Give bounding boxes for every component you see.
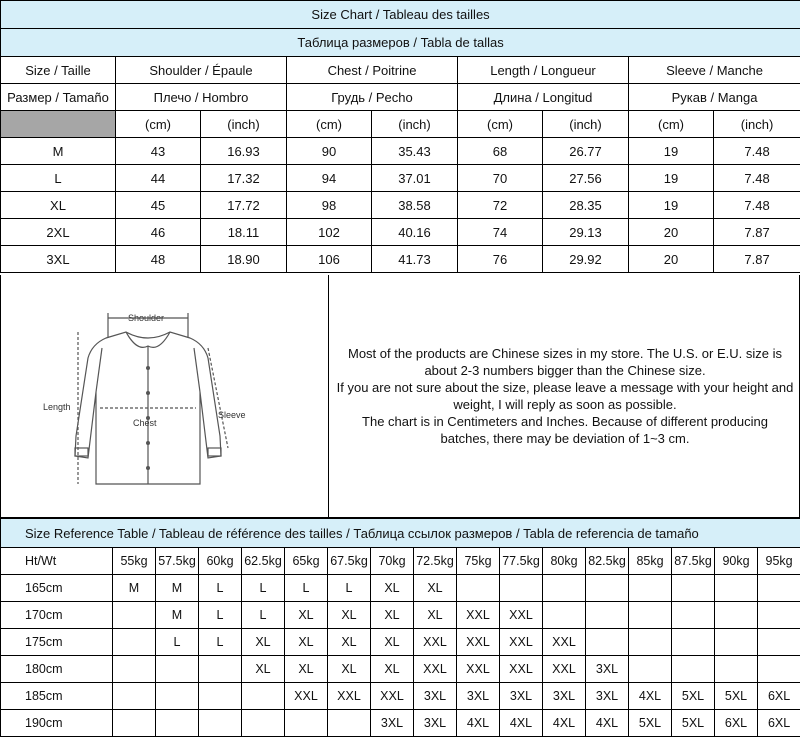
size-cell — [672, 575, 715, 602]
measure-cell: 98 — [287, 192, 372, 219]
measure-cell: 29.13 — [543, 219, 629, 246]
measure-cell: 37.01 — [372, 165, 458, 192]
measure-cell: 43 — [116, 138, 201, 165]
header-cell: Sleeve / Manche — [629, 57, 800, 84]
size-chart-subtitle: Таблица размеров / Tabla de tallas — [1, 29, 800, 57]
units-row — [1, 111, 800, 138]
measure-cell: 19 — [629, 192, 714, 219]
header-cell: Size / Taille — [1, 57, 116, 84]
size-cell — [156, 710, 199, 737]
size-cell: M — [113, 575, 156, 602]
measure-cell: 27.56 — [543, 165, 629, 192]
unit-cell: (cm) — [458, 111, 543, 138]
measure-cell: 7.48 — [714, 138, 800, 165]
weight-header: 65kg — [285, 548, 328, 575]
size-cell: 6XL — [758, 683, 800, 710]
size-cell: L — [199, 575, 242, 602]
weight-header: 72.5kg — [414, 548, 457, 575]
size-cell — [156, 656, 199, 683]
unit-cell: (inch) — [714, 111, 800, 138]
measure-cell: 72 — [458, 192, 543, 219]
size-cell — [199, 683, 242, 710]
size-reference-table — [0, 518, 800, 737]
height-cell: 190cm — [1, 710, 113, 737]
size-cell — [500, 575, 543, 602]
collar — [126, 332, 170, 347]
measure-cell: 41.73 — [372, 246, 458, 273]
size-rows — [1, 138, 800, 273]
button — [146, 391, 150, 395]
size-cell — [543, 575, 586, 602]
size-cell — [113, 683, 156, 710]
size-cell: 4XL — [629, 683, 672, 710]
size-cell: XXL — [414, 656, 457, 683]
size-row — [1, 246, 800, 273]
note-line: batches, there may be deviation of 1~3 cm. — [440, 431, 690, 446]
size-cell — [715, 656, 758, 683]
weight-header: 67.5kg — [328, 548, 371, 575]
weight-header: 62.5kg — [242, 548, 285, 575]
reference-header-row — [1, 548, 800, 575]
size-cell: L — [285, 575, 328, 602]
unit-cell: (cm) — [629, 111, 714, 138]
measure-cell: 29.92 — [543, 246, 629, 273]
size-row — [1, 165, 800, 192]
button — [146, 466, 150, 470]
size-cell: 3XL — [371, 710, 414, 737]
reference-row — [1, 575, 800, 602]
size-cell: XXL — [414, 629, 457, 656]
unit-cell: (cm) — [287, 111, 372, 138]
size-cell: 4XL — [457, 710, 500, 737]
sleeve-label: Sleeve — [218, 410, 246, 420]
size-cell — [199, 656, 242, 683]
size-cell: L — [328, 575, 371, 602]
header-cell: Размер / Tamaño — [1, 84, 116, 111]
measure-cell: 40.16 — [372, 219, 458, 246]
measure-cell: 46 — [116, 219, 201, 246]
unit-cell: (inch) — [372, 111, 458, 138]
size-cell: 5XL — [629, 710, 672, 737]
size-cell: 3XL — [414, 710, 457, 737]
reference-row — [1, 656, 800, 683]
reference-row — [1, 683, 800, 710]
size-chart-title: Size Chart / Tableau des tailles — [1, 1, 800, 29]
weight-header: 87.5kg — [672, 548, 715, 575]
measure-cell: 48 — [116, 246, 201, 273]
header-cell: Плечо / Hombro — [116, 84, 287, 111]
size-cell — [715, 575, 758, 602]
size-cell: XXL — [500, 629, 543, 656]
measure-cell: 18.90 — [201, 246, 287, 273]
size-cell — [285, 710, 328, 737]
size-cell — [543, 602, 586, 629]
height-cell: 170cm — [1, 602, 113, 629]
size-cell — [758, 575, 800, 602]
size-cell: XXL — [500, 602, 543, 629]
size-cell: XL — [371, 575, 414, 602]
sleeve-dimension-line — [208, 348, 228, 448]
note-line: about 2-3 numbers bigger than the Chinese size. — [424, 363, 706, 378]
button — [146, 441, 150, 445]
measure-cell: 7.87 — [714, 219, 800, 246]
size-cell — [113, 710, 156, 737]
size-cell: L — [199, 629, 242, 656]
size-cell — [156, 683, 199, 710]
size-row — [1, 219, 800, 246]
size-cell: 3XL — [586, 683, 629, 710]
note-line: The chart is in Centimeters and Inches. Because of different producing — [362, 414, 768, 429]
height-cell: 175cm — [1, 629, 113, 656]
height-cell: 180cm — [1, 656, 113, 683]
size-cell: XL — [285, 602, 328, 629]
size-cell: M — [156, 602, 199, 629]
height-cell: 185cm — [1, 683, 113, 710]
size-cell — [758, 629, 800, 656]
measure-cell: 7.48 — [714, 192, 800, 219]
cuff-right — [208, 448, 221, 456]
size-cell — [586, 602, 629, 629]
size-cell: L — [156, 629, 199, 656]
size-cell: L — [1, 165, 116, 192]
header-cell: Длина / Longitud — [458, 84, 629, 111]
size-cell: L — [199, 602, 242, 629]
size-note — [330, 345, 800, 447]
size-cell — [672, 629, 715, 656]
size-cell: L — [242, 602, 285, 629]
reference-row — [1, 629, 800, 656]
measure-cell: 20 — [629, 219, 714, 246]
note-line: If you are not sure about the size, please leave a message with your height and — [336, 380, 794, 395]
weight-header: 80kg — [543, 548, 586, 575]
size-cell: XL — [414, 575, 457, 602]
size-row — [1, 138, 800, 165]
size-cell: XL — [371, 656, 414, 683]
measure-cell: 16.93 — [201, 138, 287, 165]
size-cell — [629, 602, 672, 629]
button — [146, 366, 150, 370]
size-cell — [758, 656, 800, 683]
size-cell: XXL — [500, 656, 543, 683]
header-cell: Chest / Poitrine — [287, 57, 458, 84]
size-cell — [715, 629, 758, 656]
measure-cell: 70 — [458, 165, 543, 192]
measure-cell: 26.77 — [543, 138, 629, 165]
size-cell: XL — [371, 602, 414, 629]
size-cell: 6XL — [715, 710, 758, 737]
weight-header: 70kg — [371, 548, 414, 575]
weight-header: 95kg — [758, 548, 800, 575]
size-cell — [629, 629, 672, 656]
size-cell: XL — [285, 656, 328, 683]
size-cell: XL — [285, 629, 328, 656]
measure-cell: 45 — [116, 192, 201, 219]
size-cell — [113, 602, 156, 629]
measure-cell: 106 — [287, 246, 372, 273]
chest-label: Chest — [133, 418, 157, 428]
weight-header: 55kg — [113, 548, 156, 575]
header-cell: Рукав / Manga — [629, 84, 800, 111]
measure-cell: 28.35 — [543, 192, 629, 219]
size-cell — [586, 575, 629, 602]
size-cell: XL — [328, 629, 371, 656]
size-cell: XXL — [457, 629, 500, 656]
seam — [96, 348, 102, 392]
cuff-left — [75, 448, 88, 456]
weight-header: 90kg — [715, 548, 758, 575]
measure-cell: 17.32 — [201, 165, 287, 192]
size-cell: XL — [328, 656, 371, 683]
size-cell — [629, 656, 672, 683]
measure-cell: 7.48 — [714, 165, 800, 192]
measure-cell: 17.72 — [201, 192, 287, 219]
weight-header: 60kg — [199, 548, 242, 575]
shirt-diagram — [38, 308, 298, 498]
size-cell — [242, 683, 285, 710]
size-cell: 3XL — [500, 683, 543, 710]
measure-cell: 102 — [287, 219, 372, 246]
size-cell — [199, 710, 242, 737]
size-cell: XXL — [457, 602, 500, 629]
size-cell: M — [156, 575, 199, 602]
size-cell: 5XL — [672, 683, 715, 710]
size-cell: XXL — [543, 656, 586, 683]
size-cell: 5XL — [715, 683, 758, 710]
weight-header: 85kg — [629, 548, 672, 575]
measure-cell: 7.87 — [714, 246, 800, 273]
measure-cell: 44 — [116, 165, 201, 192]
grey-cell — [1, 111, 116, 138]
weight-header: 77.5kg — [500, 548, 543, 575]
measure-cell: 18.11 — [201, 219, 287, 246]
length-label: Length — [43, 402, 71, 412]
weight-header: 75kg — [457, 548, 500, 575]
size-cell: 4XL — [543, 710, 586, 737]
unit-cell: (inch) — [543, 111, 629, 138]
size-cell — [629, 575, 672, 602]
size-cell: 3XL — [543, 683, 586, 710]
divider — [328, 275, 329, 517]
measure-cell: 38.58 — [372, 192, 458, 219]
reference-rows — [1, 548, 800, 737]
size-cell: XL — [328, 602, 371, 629]
header-row-2 — [1, 84, 800, 111]
measure-cell: 19 — [629, 165, 714, 192]
size-cell: XXL — [371, 683, 414, 710]
header-cell: Length / Longueur — [458, 57, 629, 84]
size-cell: XL — [414, 602, 457, 629]
size-cell — [328, 710, 371, 737]
size-cell — [758, 602, 800, 629]
header-row-1 — [1, 57, 800, 84]
measure-cell: 90 — [287, 138, 372, 165]
size-cell: 4XL — [586, 710, 629, 737]
size-cell — [113, 629, 156, 656]
measure-cell: 35.43 — [372, 138, 458, 165]
unit-cell: (inch) — [201, 111, 287, 138]
size-cell — [242, 710, 285, 737]
size-row — [1, 192, 800, 219]
size-chart-table — [0, 0, 800, 273]
size-cell — [672, 656, 715, 683]
note-line: Most of the products are Chinese sizes in my store. The U.S. or E.U. size is — [348, 346, 782, 361]
weight-header: 82.5kg — [586, 548, 629, 575]
height-cell: 165cm — [1, 575, 113, 602]
measure-cell: 94 — [287, 165, 372, 192]
measure-cell: 19 — [629, 138, 714, 165]
size-cell: 2XL — [1, 219, 116, 246]
size-cell: XL — [371, 629, 414, 656]
reference-title: Size Reference Table / Tableau de référence des tailles / Таблица ссылок размеров / Tabla de referencia de tamaño — [1, 519, 800, 548]
header-cell: Грудь / Pecho — [287, 84, 458, 111]
measure-cell: 76 — [458, 246, 543, 273]
size-cell: 3XL — [586, 656, 629, 683]
unit-cell: (cm) — [116, 111, 201, 138]
seam — [194, 348, 200, 392]
size-cell: 3XL — [1, 246, 116, 273]
size-cell — [672, 602, 715, 629]
size-cell: XL — [242, 656, 285, 683]
reference-row — [1, 710, 800, 737]
size-cell: XL — [242, 629, 285, 656]
ht-wt-header: Ht/Wt — [1, 548, 113, 575]
size-cell: 5XL — [672, 710, 715, 737]
measure-cell: 68 — [458, 138, 543, 165]
measure-cell: 20 — [629, 246, 714, 273]
size-cell: XXL — [457, 656, 500, 683]
size-cell — [113, 656, 156, 683]
size-cell — [457, 575, 500, 602]
note-line: weight, I will reply as soon as possible. — [453, 397, 677, 412]
weight-header: 57.5kg — [156, 548, 199, 575]
size-cell: 6XL — [758, 710, 800, 737]
size-cell — [586, 629, 629, 656]
size-cell: L — [242, 575, 285, 602]
measure-cell: 74 — [458, 219, 543, 246]
size-cell: XXL — [285, 683, 328, 710]
size-cell: XXL — [328, 683, 371, 710]
header-cell: Shoulder / Épaule — [116, 57, 287, 84]
size-cell: 3XL — [414, 683, 457, 710]
size-cell: XXL — [543, 629, 586, 656]
size-cell: 4XL — [500, 710, 543, 737]
reference-row — [1, 602, 800, 629]
size-cell — [715, 602, 758, 629]
size-cell: XL — [1, 192, 116, 219]
shoulder-label: Shoulder — [128, 313, 165, 323]
size-cell: 3XL — [457, 683, 500, 710]
size-cell: M — [1, 138, 116, 165]
